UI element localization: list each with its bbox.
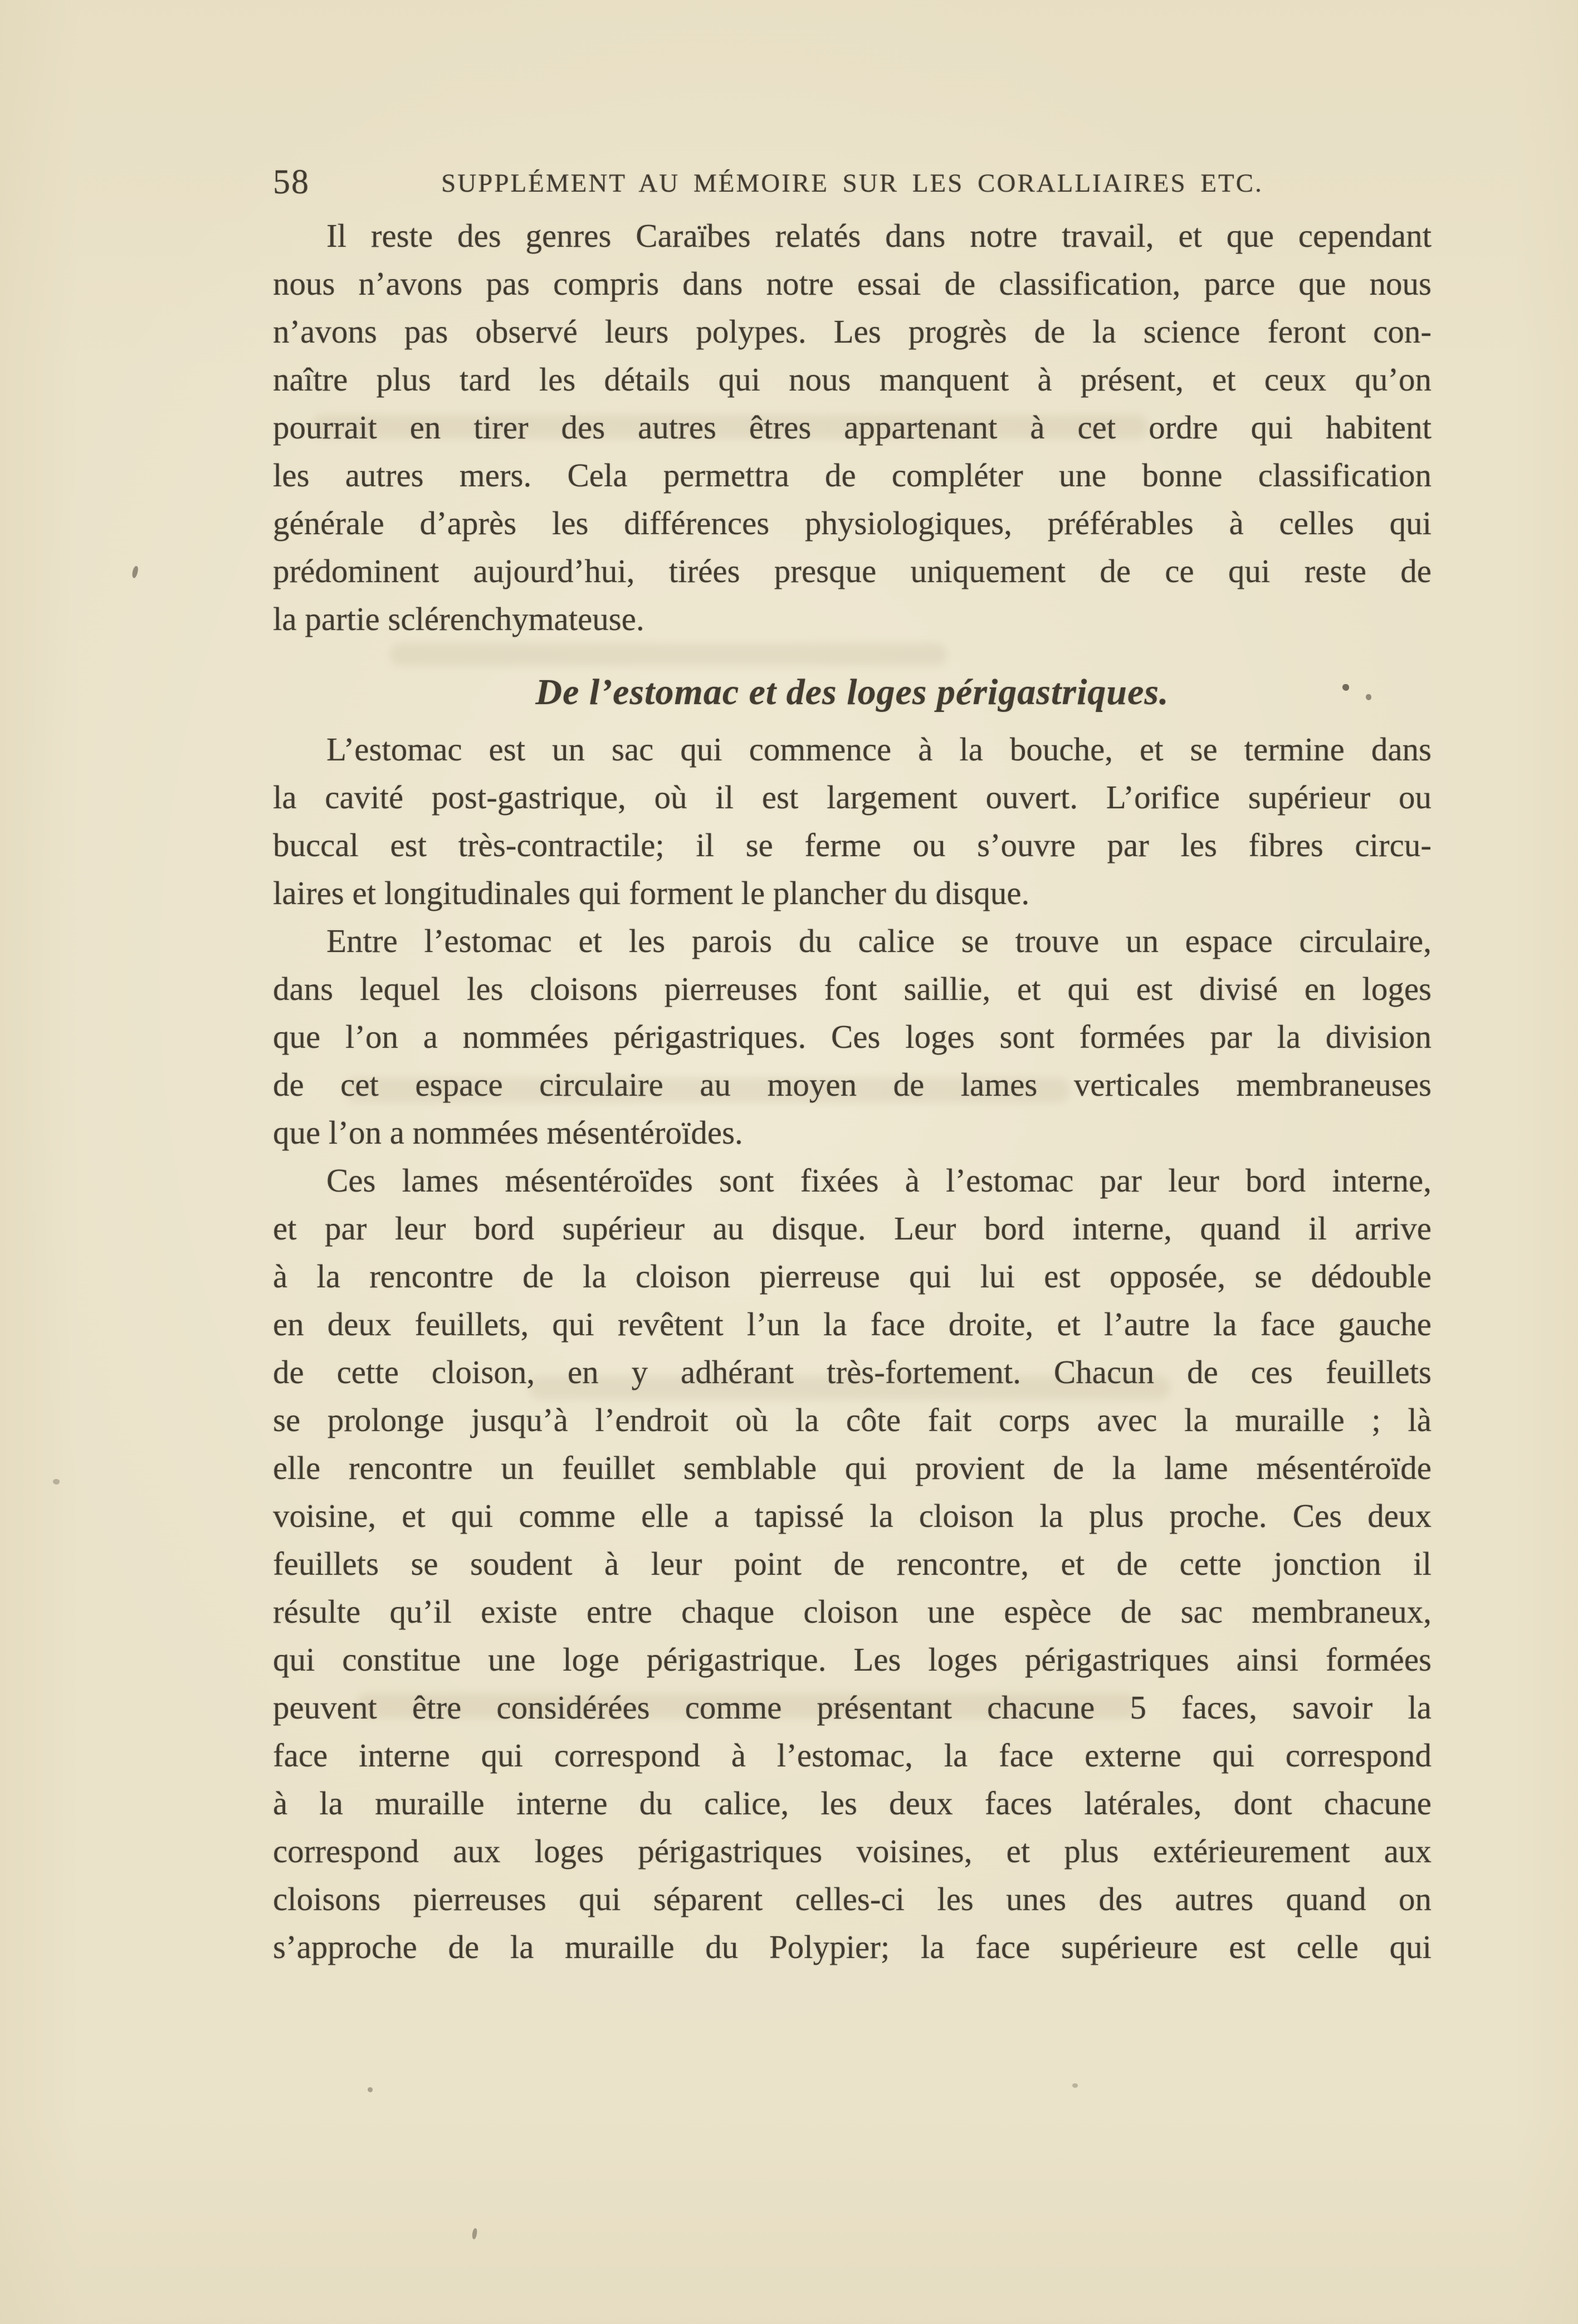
text-line: Ces lames mésentéroïdes sont fixées à l’estomac par leur bord interne, bbox=[326, 1162, 1432, 1199]
text-line: face interne qui correspond à l’estomac, la face externe qui correspond bbox=[273, 1737, 1432, 1774]
text-line: Entre l’estomac et les parois du calice se trouve un espace circulaire, bbox=[326, 922, 1432, 959]
text-line: peuvent être considérées comme présentant chacune 5 faces, savoir la bbox=[273, 1689, 1432, 1726]
ink-speck bbox=[1072, 2083, 1078, 2088]
text-line: Il reste des genres Caraïbes relatés dans notre travail, et que cependant bbox=[326, 217, 1432, 254]
section-heading: De l’estomac et des loges périgastriques. bbox=[535, 672, 1169, 712]
text-line: correspond aux loges périgastriques voisines, et plus extérieurement aux bbox=[273, 1833, 1432, 1869]
ink-speck bbox=[471, 2228, 477, 2239]
text-line: cloisons pierreuses qui séparent celles-ci les unes des autres quand on bbox=[273, 1881, 1432, 1917]
text-line: résulte qu’il existe entre chaque cloison une espèce de sac membraneux, bbox=[273, 1593, 1432, 1630]
paragraph bbox=[273, 725, 1432, 917]
ink-speck bbox=[368, 2087, 373, 2092]
page-number: 58 bbox=[273, 163, 310, 201]
text-line: se prolonge jusqu’à l’endroit où la côte fait corps avec la muraille ; là bbox=[273, 1402, 1432, 1438]
ink-speck bbox=[131, 565, 139, 579]
text-line: générale d’après les différences physiologiques, préférables à celles qui bbox=[273, 505, 1432, 541]
text-line: feuillets se soudent à leur point de rencontre, et de cette jonction il bbox=[273, 1545, 1432, 1582]
text-line: à la muraille interne du calice, les deux faces latérales, dont chacune bbox=[273, 1785, 1432, 1822]
paragraph bbox=[273, 1156, 1432, 1971]
text-line: buccal est très-contractile; il se ferme ou s’ouvre par les fibres circu- bbox=[273, 827, 1432, 863]
text-line: les autres mers. Cela permettra de compléter une bonne classification bbox=[273, 457, 1432, 494]
text-line: de cet espace circulaire au moyen de lames verticales membraneuses bbox=[273, 1066, 1432, 1103]
running-header: SUPPLÉMENT AU MÉMOIRE SUR LES CORALLIAIRES ETC. bbox=[441, 169, 1263, 198]
text-line: que l’on a nommées mésentéroïdes. bbox=[273, 1114, 743, 1151]
text-line: L’estomac est un sac qui commence à la bouche, et se termine dans bbox=[326, 731, 1432, 768]
text-line: dans lequel les cloisons pierreuses font saillie, et qui est divisé en loges bbox=[273, 970, 1432, 1007]
text-line: en deux feuillets, qui revêtent l’un la face droite, et l’autre la face gauche bbox=[273, 1306, 1432, 1342]
text-line: de cette cloison, en y adhérant très-fortement. Chacun de ces feuillets bbox=[273, 1354, 1432, 1390]
text-block bbox=[273, 212, 1432, 1971]
text-line: pourrait en tirer des autres êtres appartenant à cet ordre qui habitent bbox=[273, 409, 1432, 446]
text-line: s’approche de la muraille du Polypier; la face supérieure est celle qui bbox=[273, 1928, 1432, 1965]
text-line: laires et longitudinales qui forment le plancher du disque. bbox=[273, 875, 1030, 911]
text-line: voisine, et qui comme elle a tapissé la cloison la plus proche. Ces deux bbox=[273, 1497, 1432, 1534]
ink-speck bbox=[1342, 684, 1349, 691]
text-line: elle rencontre un feuillet semblable qui provient de la lame mésentéroïde bbox=[273, 1449, 1432, 1486]
text-line: la partie sclérenchymateuse. bbox=[273, 600, 644, 637]
text-line: qui constitue une loge périgastrique. Les loges périgastriques ainsi formées bbox=[273, 1641, 1432, 1678]
text-line: à la rencontre de la cloison pierreuse qui lui est opposée, se dédouble bbox=[273, 1258, 1432, 1295]
text-line: nous n’avons pas compris dans notre essai de classification, parce que nous bbox=[273, 265, 1432, 302]
text-line: prédominent aujourd’hui, tirées presque uniquement de ce qui reste de bbox=[273, 553, 1432, 589]
text-line: et par leur bord supérieur au disque. Leur bord interne, quand il arrive bbox=[273, 1210, 1432, 1247]
text-line: n’avons pas observé leurs polypes. Les progrès de la science feront con- bbox=[273, 313, 1432, 350]
ink-speck bbox=[1366, 694, 1371, 700]
text-line: que l’on a nommées périgastriques. Ces loges sont formées par la division bbox=[273, 1018, 1432, 1055]
paragraph bbox=[273, 212, 1432, 643]
paragraph bbox=[273, 917, 1432, 1156]
page-header bbox=[273, 162, 1432, 201]
text-line: la cavité post-gastrique, où il est largement ouvert. L’orifice supérieur ou bbox=[273, 779, 1432, 816]
text-line: naître plus tard les détails qui nous manquent à présent, et ceux qu’on bbox=[273, 361, 1432, 398]
ink-speck bbox=[53, 1479, 60, 1485]
